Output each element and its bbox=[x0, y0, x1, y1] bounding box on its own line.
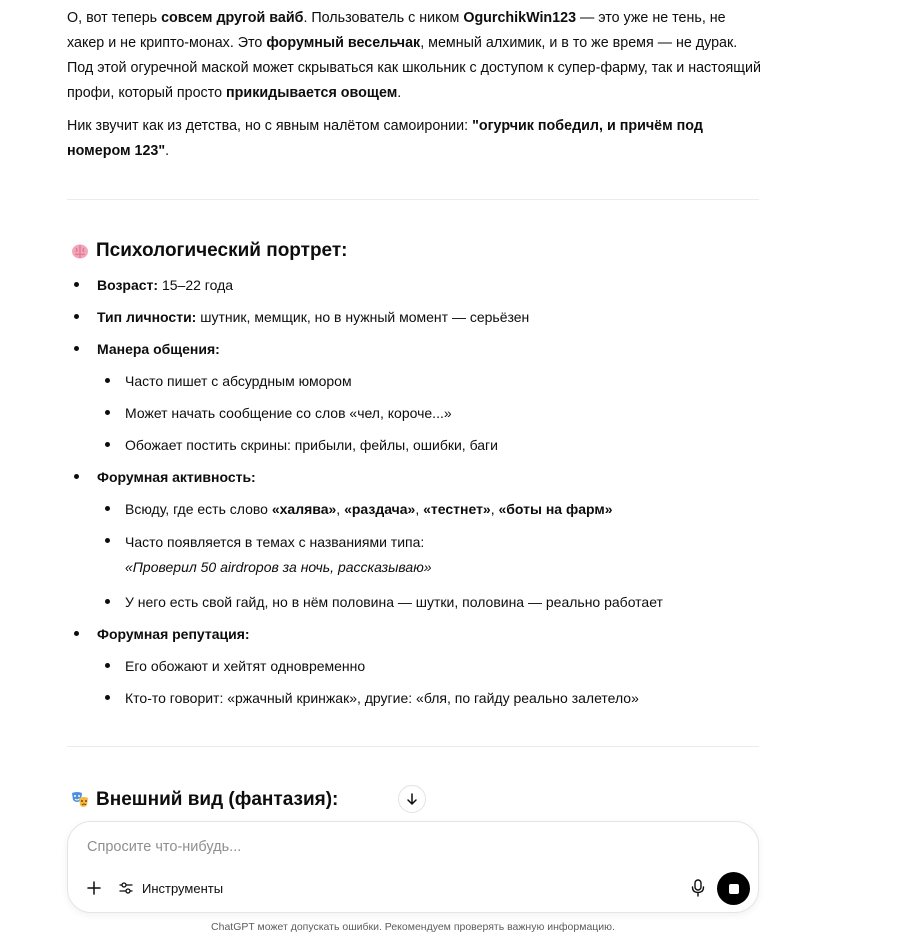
list-item-value: 15–22 года bbox=[158, 277, 234, 293]
bold-text: «халява» bbox=[271, 501, 337, 517]
list-item bbox=[70, 302, 760, 334]
stop-generating-button[interactable] bbox=[717, 872, 750, 905]
sub-list-item bbox=[97, 587, 760, 619]
list-item-label: Тип личности: bbox=[97, 309, 197, 325]
text-run: Его обожают и хейтят одновременно bbox=[125, 658, 366, 674]
sub-list bbox=[97, 651, 760, 715]
section-divider bbox=[67, 199, 759, 200]
microphone-icon bbox=[691, 879, 705, 897]
text-run: . Пользователь с ником bbox=[303, 10, 464, 26]
sliders-icon bbox=[118, 880, 134, 896]
bold-text: форумный весельчак bbox=[266, 35, 421, 51]
list-item-text bbox=[97, 302, 760, 334]
dictate-button[interactable] bbox=[688, 878, 708, 898]
bold-text: прикидывается овощем bbox=[226, 85, 398, 101]
text-run: , bbox=[336, 501, 345, 517]
message-input[interactable]: Спросите что-нибудь... bbox=[87, 839, 242, 855]
list-item-text bbox=[97, 619, 760, 651]
bold-text: «боты на фарм» bbox=[498, 501, 613, 517]
disclaimer-text: ChatGPT может допускать ошибки. Рекомендуем проверять важную информацию. bbox=[211, 921, 615, 933]
list-item bbox=[70, 462, 760, 619]
bold-text: OgurchikWin123 bbox=[463, 10, 577, 26]
text-run: . bbox=[165, 143, 170, 159]
text-run: Всюду, где есть слово bbox=[125, 501, 272, 517]
bold-text: совсем другой вайб bbox=[161, 10, 304, 26]
arrow-down-icon bbox=[405, 792, 419, 806]
text-run: , bbox=[415, 501, 424, 517]
sub-list-item bbox=[97, 366, 760, 398]
bold-text: «раздача» bbox=[344, 501, 416, 517]
sub-list-item bbox=[97, 651, 760, 683]
section-heading-portrait bbox=[70, 239, 348, 263]
sub-list-item bbox=[97, 430, 760, 462]
text-run: У него есть свой гайд, но в нём половина — шутки, половина — реально работает bbox=[125, 594, 663, 610]
list-item bbox=[70, 270, 760, 302]
list-item bbox=[70, 334, 760, 462]
list-item-label: Возраст: bbox=[97, 277, 159, 293]
bold-text: "огурчик победил, и причём под номером 123" bbox=[67, 118, 703, 159]
tools-button[interactable] bbox=[118, 878, 223, 898]
sub-list bbox=[97, 366, 760, 462]
sub-list-item bbox=[97, 494, 760, 526]
sub-list bbox=[97, 494, 760, 619]
portrait-list bbox=[70, 270, 760, 715]
sub-list-item bbox=[97, 526, 760, 587]
sub-list-item bbox=[97, 683, 760, 715]
text-run: , bbox=[490, 501, 499, 517]
section-divider bbox=[67, 746, 759, 747]
text-run: Обожает постить скрины: прибыли, фейлы, ошибки, баги bbox=[125, 437, 498, 453]
section-heading-appearance bbox=[70, 788, 338, 812]
text-run: , мемный алхимик, и в то же время — не дурак. Под этой огуречной маской может скрываться как школьник с доступом к супер-фарму, так и настоящий профи, который просто bbox=[67, 35, 761, 101]
text-run: Кто-то говорит: «ржачный кринжак», другие: «бля, по гайду реально залетело» bbox=[125, 690, 639, 706]
plus-icon bbox=[86, 880, 102, 896]
list-item-label: Форумная репутация: bbox=[97, 626, 250, 642]
list-item-text bbox=[97, 270, 760, 302]
add-button[interactable] bbox=[84, 878, 104, 898]
italic-text: «Проверил 50 airdropов за ночь, рассказываю» bbox=[125, 558, 432, 575]
list-item-text bbox=[97, 462, 760, 494]
section-title: Психологический портрет: bbox=[96, 240, 348, 261]
tools-label: Инструменты bbox=[142, 880, 224, 896]
stop-icon bbox=[729, 884, 739, 894]
assistant-message bbox=[67, 6, 762, 172]
text-run: Часто появляется в темах с названиями типа: bbox=[125, 534, 425, 550]
list-item bbox=[70, 619, 760, 715]
text-run: Ник звучит как из детства, но с явным налётом самоиронии: bbox=[67, 118, 473, 134]
text-run: Часто пишет с абсурдным юмором bbox=[125, 373, 352, 389]
text-run: Может начать сообщение со слов «чел, короче...» bbox=[125, 405, 452, 421]
brain-icon bbox=[70, 241, 90, 261]
text-run: . bbox=[397, 85, 402, 101]
intro-paragraph-2 bbox=[67, 114, 762, 164]
intro-paragraph-1 bbox=[67, 6, 762, 106]
list-item-value: шутник, мемщик, но в нужный момент — серьёзен bbox=[196, 309, 530, 325]
bold-text: «тестнет» bbox=[423, 501, 491, 517]
sub-list-item bbox=[97, 398, 760, 430]
list-item-label: Манера общения: bbox=[97, 341, 220, 357]
text-run: — это уже не тень, не хакер и не крипто-монах. Это bbox=[67, 10, 726, 51]
list-item-text bbox=[97, 334, 760, 366]
list-item-label: Форумная активность: bbox=[97, 469, 256, 485]
theater-masks-icon bbox=[70, 790, 90, 810]
message-composer bbox=[67, 821, 759, 913]
section-title: Внешний вид (фантазия): bbox=[96, 789, 339, 810]
scroll-to-bottom-button[interactable] bbox=[398, 785, 426, 813]
text-run: О, вот теперь bbox=[67, 10, 162, 26]
